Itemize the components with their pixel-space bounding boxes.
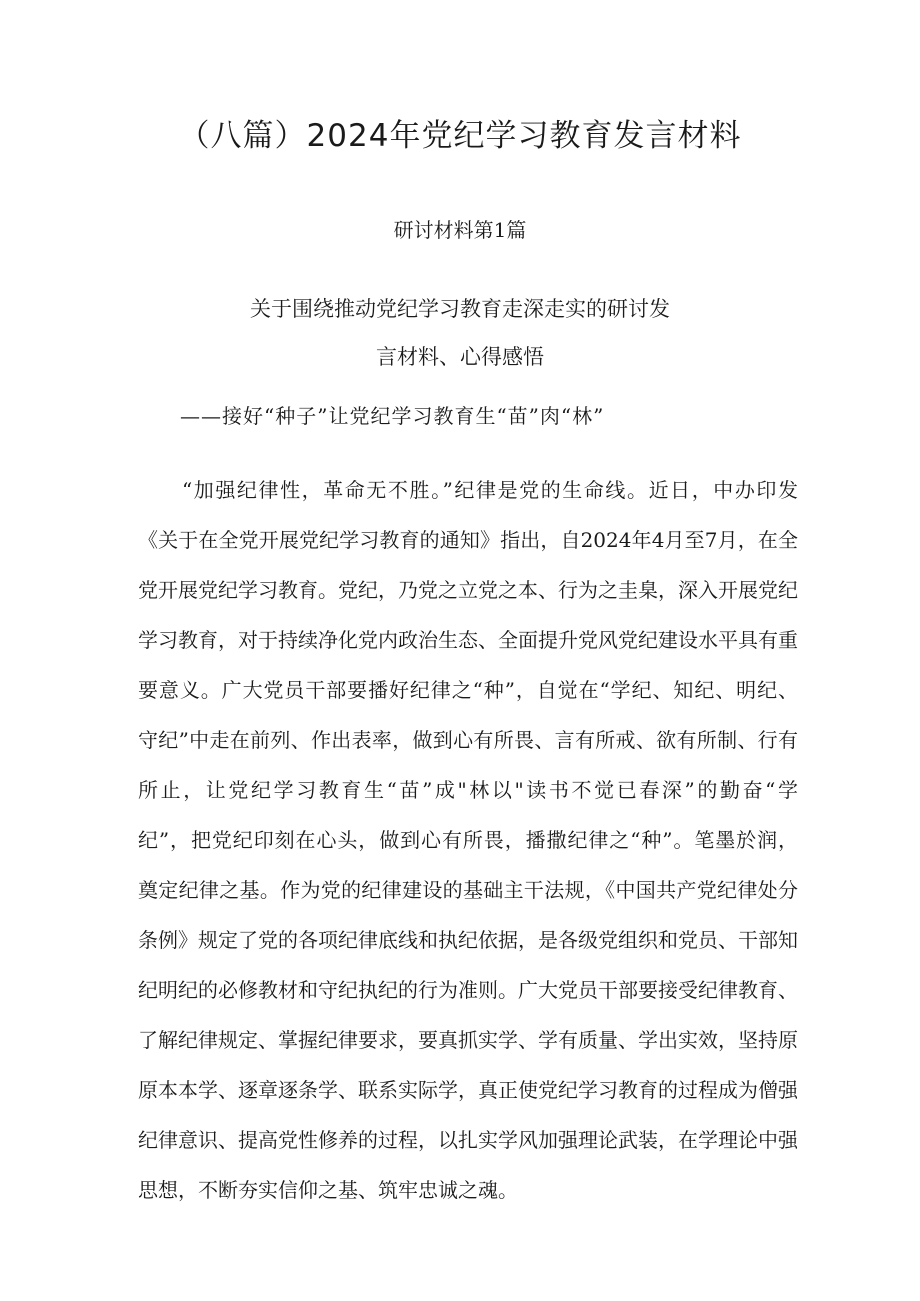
article-title-line: 关于围绕推动党纪学习教育走深走实的研讨发	[250, 297, 670, 321]
body-line: 纪律意识、提高党性修养的过程，以扎实学风加强理论武装，在学理论中强	[138, 1128, 798, 1152]
section-label: 研讨材料第1篇	[393, 218, 527, 242]
article-title-line: 言材料、心得感悟	[376, 345, 544, 369]
article-title	[0, 285, 920, 381]
body-line: 守纪”中走在前列、作出表率，做到心有所畏、言有所戒、欲有所制、行有	[138, 728, 798, 752]
body-line: 奠定纪律之基。作为党的纪律建设的基础主干法规，《中国共产党纪律处分	[138, 878, 798, 902]
body-line: 纪”，把党纪印刻在心头，做到心有所畏，播撒纪律之“种”。笔墨於润，	[138, 828, 798, 852]
article-subtitle: ——接好“种子”让党纪学习教育生“苗”肉“林”	[180, 404, 605, 428]
body-line: “加强纪律性，革命无不胜。”纪律是党的生命线。近日，中办印发	[182, 478, 798, 502]
body-line: 要意义。广大党员干部要播好纪律之“种”，自觉在“学纪、知纪、明纪、	[138, 678, 798, 702]
body-line: 条例》规定了党的各项纪律底线和执纪依据，是各级党组织和党员、干部知	[138, 928, 798, 952]
body-line: 《关于在全党开展党纪学习教育的通知》指出，自2024年4月至7月，在全	[138, 528, 798, 552]
body-line: 党开展党纪学习教育。党纪，乃党之立党之本、行为之圭臬，深入开展党纪	[138, 578, 798, 602]
document-title: （八篇）2024年党纪学习教育发言材料	[178, 118, 742, 154]
body-line: 思想，不断夯实信仰之基、筑牢忠诚之魂。	[138, 1178, 518, 1202]
body-paragraph	[138, 465, 798, 1215]
body-line: 学习教育，对于持续净化党内政治生态、全面提升党风党纪建设水平具有重	[138, 628, 798, 652]
body-line: 了解纪律规定、掌握纪律要求，要真抓实学、学有质量、学出实效，坚持原	[138, 1028, 798, 1052]
body-line: 原本本学、逐章逐条学、联系实际学，真正使党纪学习教育的过程成为僧强	[138, 1078, 798, 1102]
body-line: 所止，让党纪学习教育生“苗”成"林以"读书不觉已春深”的勤奋“学	[138, 778, 798, 802]
body-line: 纪明纪的必修教材和守纪执纪的行为准则。广大党员干部要接受纪律教育、	[138, 978, 798, 1002]
